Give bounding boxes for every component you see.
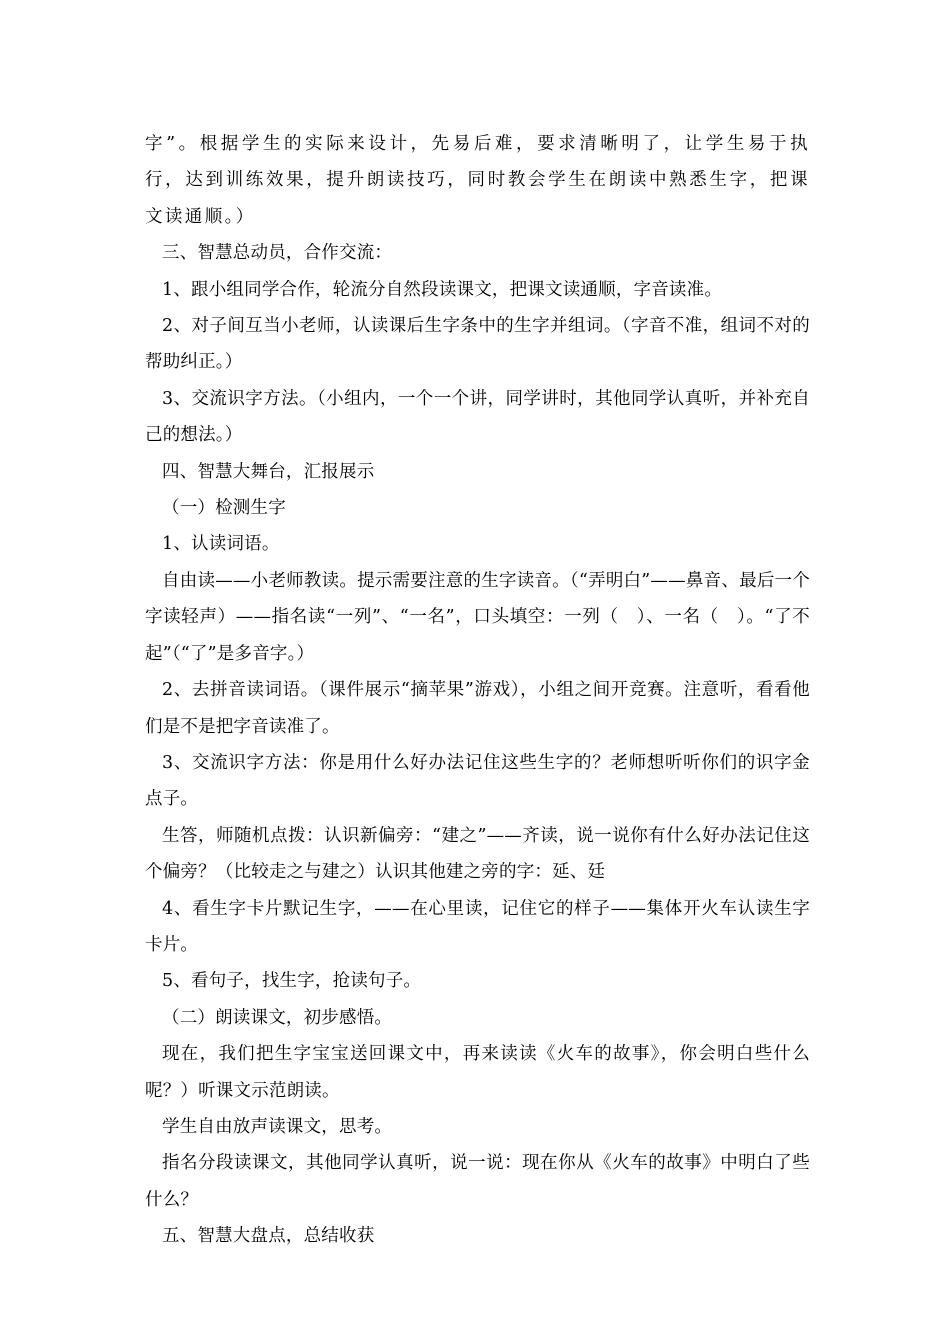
paragraph-8: 自由读——小老师教读。提示需要注意的生字读音。（“弄明白”——鼻音、最后一个字读轻声）——指名读“一列”、“一名”，口头填空：一列（ ）、一名（ ）。“了不起”（“了”是多音字。） (145, 570, 810, 664)
paragraph-0: 字”。根据学生的实际来设计，先易后难，要求清晰明了，让学生易于执行，达到训练效果，提升朗读技巧，同时教会学生在朗读中熟悉生字，把课文读通顺。） (145, 134, 810, 227)
paragraph-15: 现在，我们把生字宝宝送回课文中，再来读读《火车的故事》，你会明白些什么呢？）听课文示范朗读。 (145, 1044, 810, 1101)
paragraph-5: 四、智慧大舞台，汇报展示 (162, 461, 375, 482)
paragraph-16: 学生自由放声读课文，思考。 (162, 1116, 393, 1137)
document-body (145, 126, 810, 1255)
paragraph-6: （一）检测生字 (162, 498, 286, 519)
paragraph-3: 2、对子间互当小老师，认读课后生字条中的生字并组词。（字音不准，组词不对的帮助纠正。） (145, 316, 810, 373)
paragraph-11: 生答，师随机点拨：认识新偏旁：“建之”——齐读，说一说你有什么好办法记住这个偏旁？（比较走之与建之）认识其他建之旁的字：延、廷 (145, 825, 810, 883)
paragraph-9: 2、去拼音读词语。（课件展示“摘苹果”游戏），小组之间开竞赛。注意听，看看他们是不是把字音读准了。 (145, 680, 810, 737)
paragraph-14: （二）朗读课文，初步感悟。 (162, 1007, 393, 1028)
paragraph-2: 1、跟小组同学合作，轮流分自然段读课文，把课文读通顺，字音读准。 (162, 279, 723, 300)
paragraph-13: 5、看句子，找生字，抢读句子。 (162, 971, 422, 992)
paragraph-4: 3、交流识字方法。（小组内，一个一个讲，同学讲时，其他同学认真听，并补充自己的想法。） (145, 388, 810, 446)
paragraph-10: 3、交流识字方法：你是用什么好办法记住这些生字的？老师想听听你们的识字金点子。 (145, 752, 810, 810)
paragraph-18: 五、智慧大盘点，总结收获 (162, 1226, 375, 1247)
paragraph-12: 4、看生字卡片默记生字，——在心里读，记住它的样子——集体开火车认读生字卡片。 (145, 898, 810, 955)
paragraph-1: 三、智慧总动员，合作交流： (162, 243, 393, 264)
paragraph-7: 1、认读词语。 (162, 534, 280, 555)
paragraph-17: 指名分段读课文，其他同学认真听，说一说：现在你从《火车的故事》中明白了些什么？ (145, 1153, 810, 1210)
